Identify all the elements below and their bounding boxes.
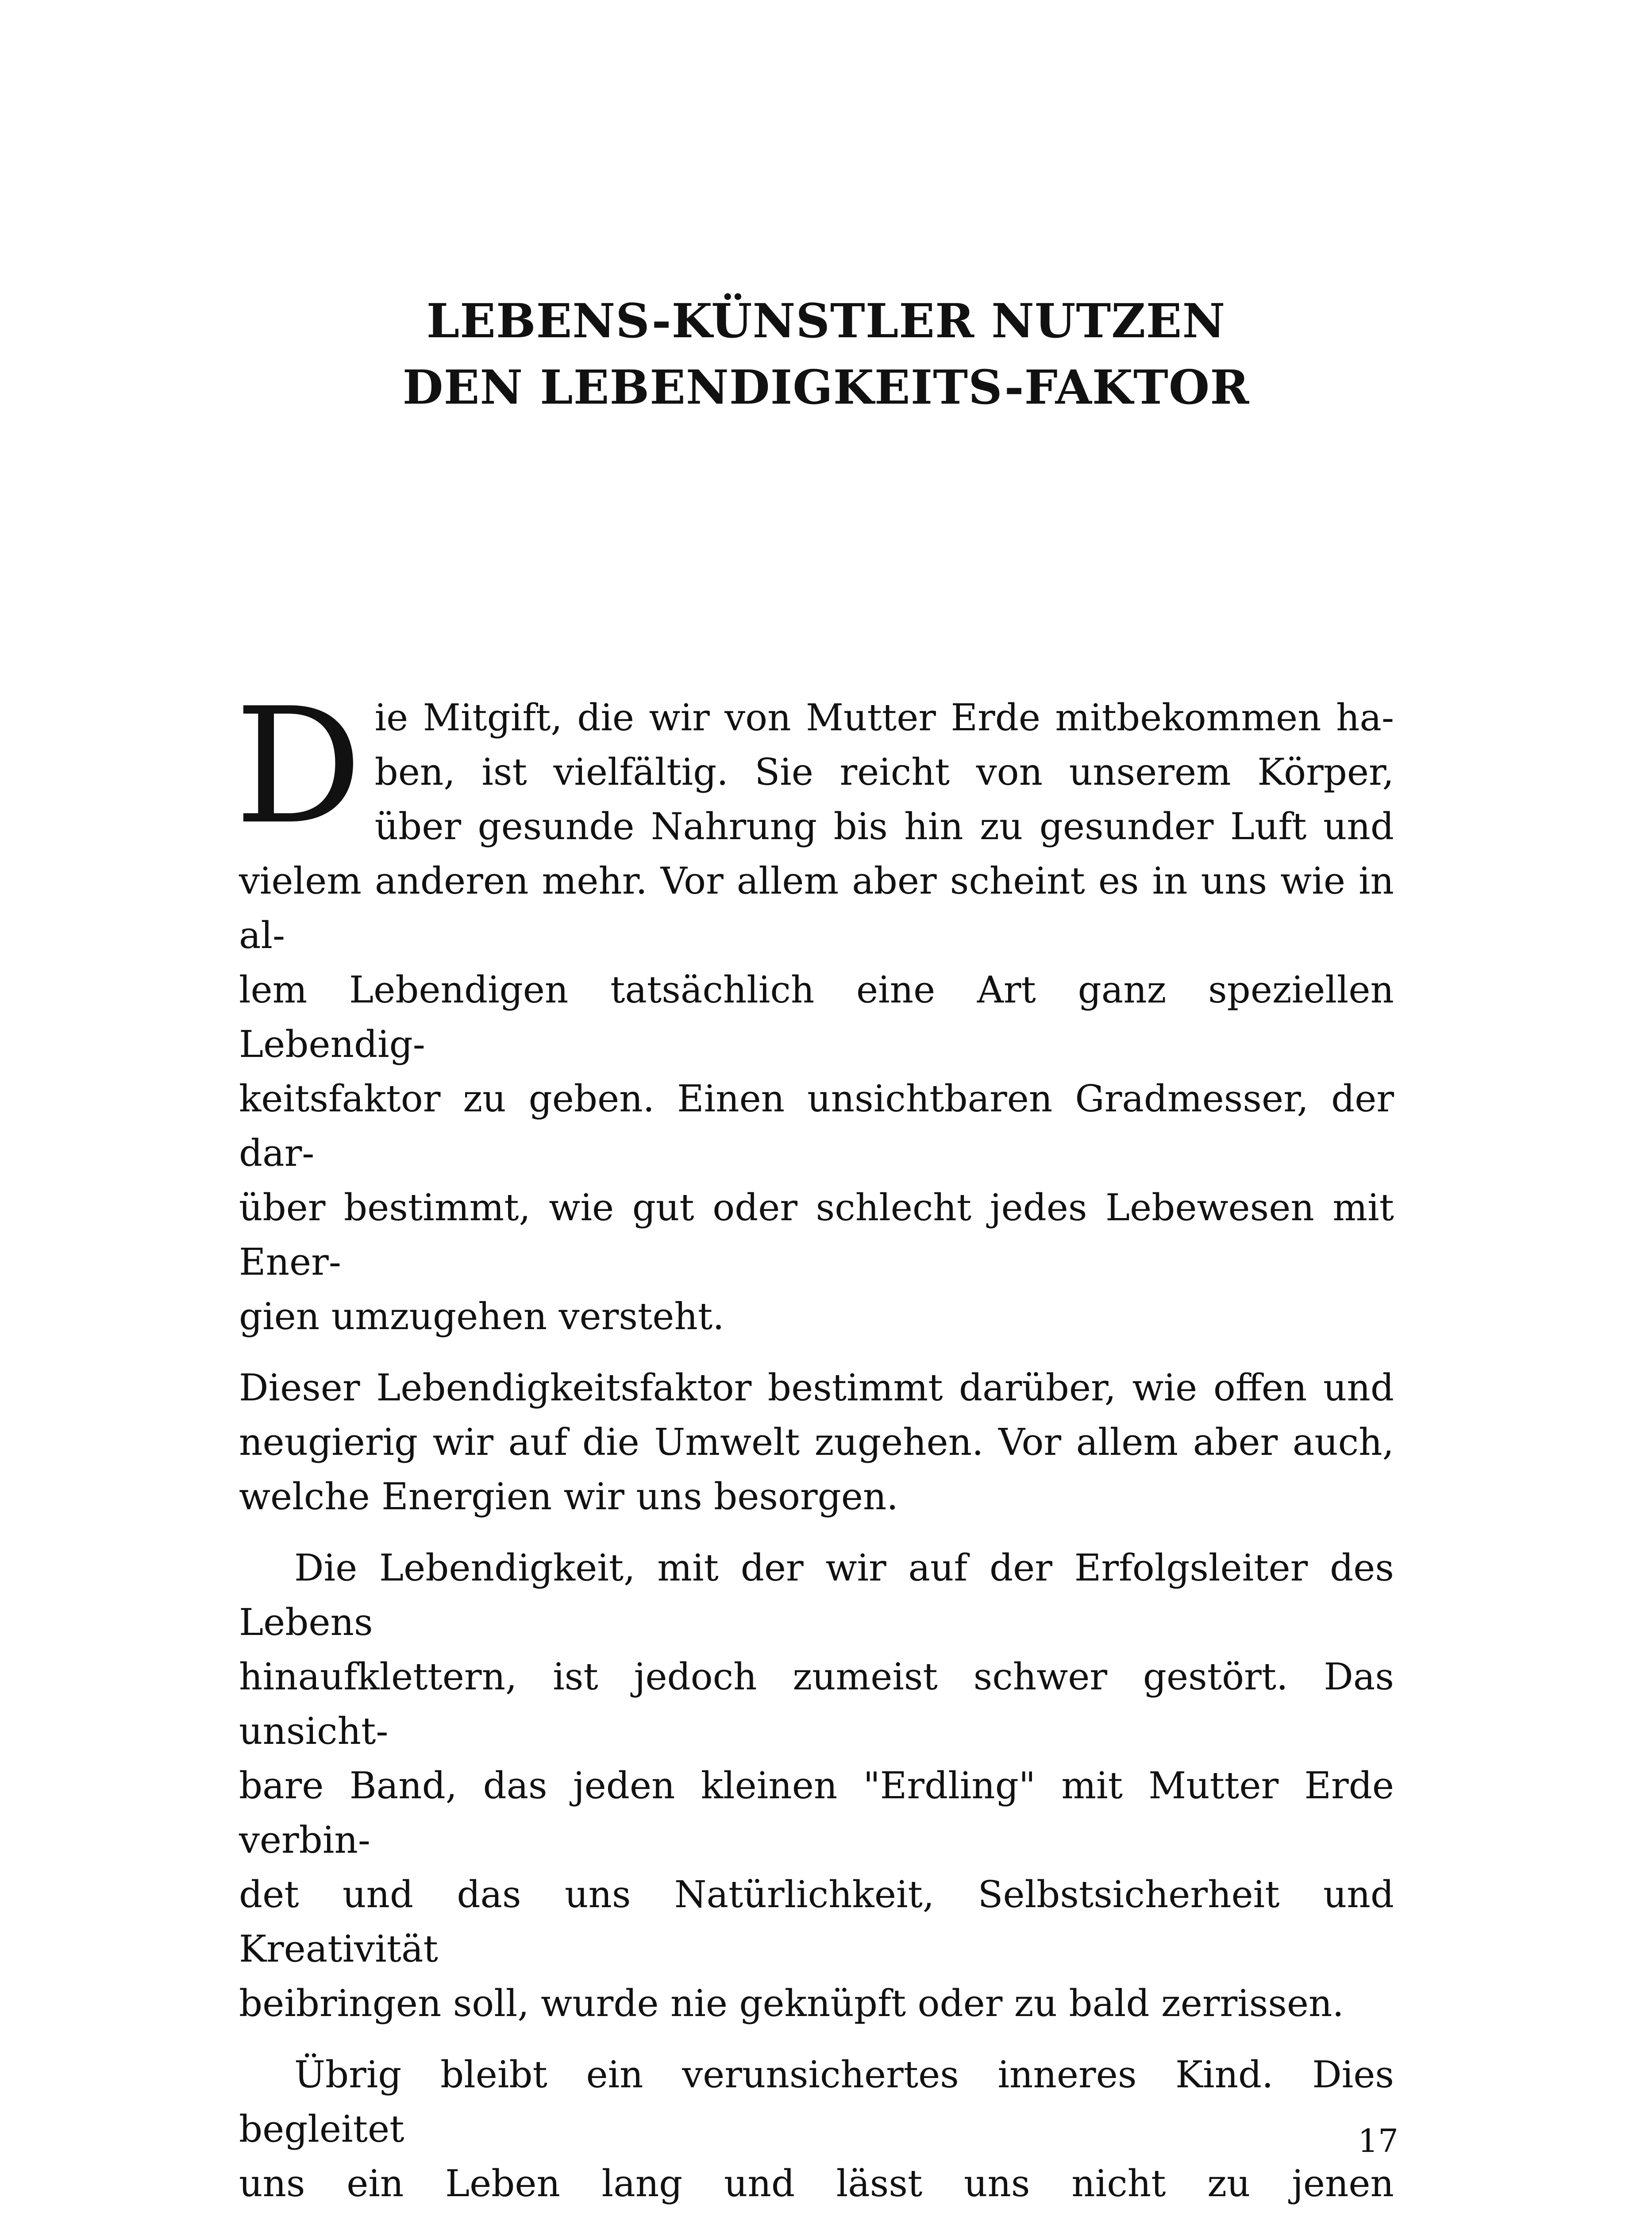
chapter-title-line-2: DEN LEBENDIGKEITS-FAKTOR — [402, 359, 1250, 415]
paragraph-1 — [235, 674, 1394, 1344]
chapter-title — [0, 288, 1652, 420]
text-line: hinaufklettern, ist jedoch zumeist schwer gestört. Das unsicht- — [239, 1655, 1394, 1753]
text-line: bare Band, das jeden kleinen "Erdling" mit Mutter Erde verbin- — [239, 1764, 1394, 1862]
body-text — [235, 674, 1394, 2213]
text-line: beibringen soll, wurde nie geknüpft oder zu bald zerrissen. — [239, 1982, 1344, 2025]
drop-cap: D — [235, 674, 362, 859]
text-line: vielem anderen mehr. Vor allem aber scheint es in uns wie in al- — [239, 860, 1394, 957]
page-number: 17 — [1358, 2122, 1398, 2159]
text-line: gien umzugehen versteht. — [239, 1295, 724, 1338]
paragraph-3 — [239, 1541, 1394, 2031]
text-line: det und das uns Natürlichkeit, Selbstsicherheit und Kreativität — [239, 1873, 1394, 1970]
paragraph-4 — [239, 2047, 1394, 2213]
text-line: welche Energien wir uns besorgen. — [239, 1475, 898, 1518]
text-line: ben, ist vielfältig. Sie reicht von unserem Körper, — [374, 751, 1394, 794]
text-line: über gesunde Nahrung bis hin zu gesunder Luft und — [374, 805, 1394, 848]
paragraph-2 — [239, 1361, 1394, 1524]
text-line: Übrig bleibt ein verunsichertes inneres Kind. Dies begleitet — [239, 2053, 1394, 2151]
text-line: Die Lebendigkeit, mit der wir auf der Erfolgsleiter des Lebens — [239, 1546, 1394, 1644]
text-line: lem Lebendigen tatsächlich eine Art ganz speziellen Lebendig- — [239, 968, 1394, 1066]
text-line: keitsfaktor zu geben. Einen unsichtbaren Gradmesser, der dar- — [239, 1077, 1394, 1175]
text-line: uns ein Leben lang und lässt uns nicht zu jenen — [239, 2162, 1394, 2205]
text-line: über bestimmt, wie gut oder schlecht jedes Lebewesen mit Ener- — [239, 1186, 1394, 1284]
text-line: Dieser Lebendigkeitsfaktor bestimmt darüber, wie offen und — [239, 1366, 1394, 1409]
chapter-title-line-1: LEBENS-KÜNSTLER NUTZEN — [426, 293, 1226, 348]
text-line: neugierig wir auf die Umwelt zugehen. Vor allem aber auch, — [239, 1421, 1394, 1464]
text-line: ie Mitgift, die wir von Mutter Erde mitbekommen ha- — [374, 696, 1394, 739]
